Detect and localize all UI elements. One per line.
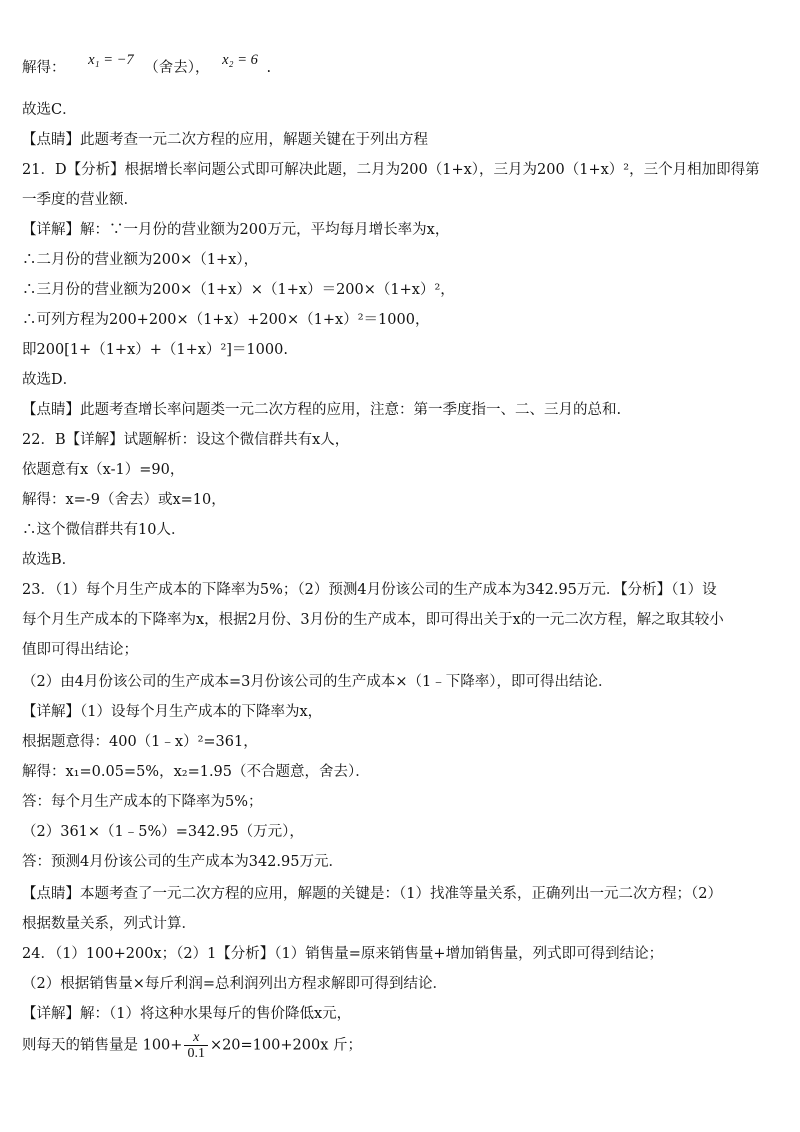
text-line: ∴三月份的营业额为200×（1+x）×（1+x）＝200×（1+x）²， [22,282,455,298]
solve-line [22,52,272,78]
sales-line [22,1030,362,1061]
text-line: 故选D． [22,372,78,388]
text-line: （2）根据销售量×每斤利润=总利润列出方程求解即可得到结论． [22,976,448,992]
sales-suffix: ×20=100+200x 斤； [209,1037,362,1054]
text-line: 【点睛】此题考查一元二次方程的应用，解题关键在于列出方程 [22,132,428,148]
text-line: 【详解】解：（1）将这种水果每斤的售价降低x元， [22,1006,352,1022]
text-line: 答：每个月生产成本的下降率为5%； [22,794,263,810]
text-line: 答：预测4月份该公司的生产成本为342.95万元． [22,854,343,870]
fraction-numerator: x [184,1030,208,1046]
text-line: 故选B． [22,552,77,568]
text-line: 根据题意得：400（1﹣x）²=361， [22,734,258,750]
text-line: 21．D【分析】根据增长率问题公式即可解决此题，二月为200（1+x），三月为200（1+x）²，三个月相加即得第 [22,162,760,178]
text-line: 23．（1）每个月生产成本的下降率为5%；（2）预测4月份该公司的生产成本为342.95万元．【分析】（1）设 [22,582,717,598]
text-line: 【详解】（1）设每个月生产成本的下降率为x， [22,704,323,720]
text-line: 24．（1）100+200x；（2）1【分析】（1）销售量=原来销售量+增加销售量，列式即可得到结论； [22,946,664,962]
text-line: 故选C． [22,102,77,118]
text-line: 解得：x₁=0.05=5%，x₂=1.95（不合题意，舍去）． [22,764,370,780]
x2-formula: x₂ = 6 [222,52,258,68]
sales-prefix: 则每天的销售量是 100+ [22,1037,183,1054]
solve-end: . [266,60,272,76]
text-line: （2）由4月份该公司的生产成本=3月份该公司的生产成本×（1﹣下降率），即可得出结论． [22,674,613,690]
text-line: 根据数量关系，列式计算． [22,916,196,932]
text-line: 一季度的营业额. [22,192,129,208]
text-line: （2）361×（1﹣5%）=342.95（万元）， [22,824,304,840]
text-line: 值即可得出结论； [22,642,138,658]
text-line: ∴这个微信群共有10人． [22,522,186,538]
text-line: 解得：x=-9（舍去）或x=10， [22,492,226,508]
x1-formula: x₁ = −7 [88,52,134,68]
text-line: 【点睛】本题考查了一元二次方程的应用，解题的关键是：（1）找准等量关系，正确列出一元二次方程；（2） [22,886,722,902]
x1-note: （舍去）， [144,60,210,76]
solve-label: 解得： [22,60,66,76]
text-line: ∴可列方程为200+200×（1+x）+200×（1+x）²＝1000， [22,312,430,328]
fraction-denominator: 0.1 [187,1046,205,1061]
text-line: 依题意有x（x-1）=90， [22,462,185,478]
text-line: 22．B【详解】试题解析：设这个微信群共有x人， [22,432,350,448]
text-line: 即200[1+（1+x）+（1+x）²]＝1000. [22,342,288,358]
text-line: 【详解】解：∵一月份的营业额为200万元，平均每月增长率为x， [22,222,450,238]
text-line: 每个月生产成本的下降率为x，根据2月份、3月份的生产成本，即可得出关于x的一元二次方程，解之取其较小 [22,612,724,628]
text-line: ∴二月份的营业额为200×（1+x）， [22,252,259,268]
fraction [184,1030,208,1061]
text-line: 【点睛】此题考查增长率问题类一元二次方程的应用，注意：第一季度指一、二、三月的总和. [22,402,622,418]
